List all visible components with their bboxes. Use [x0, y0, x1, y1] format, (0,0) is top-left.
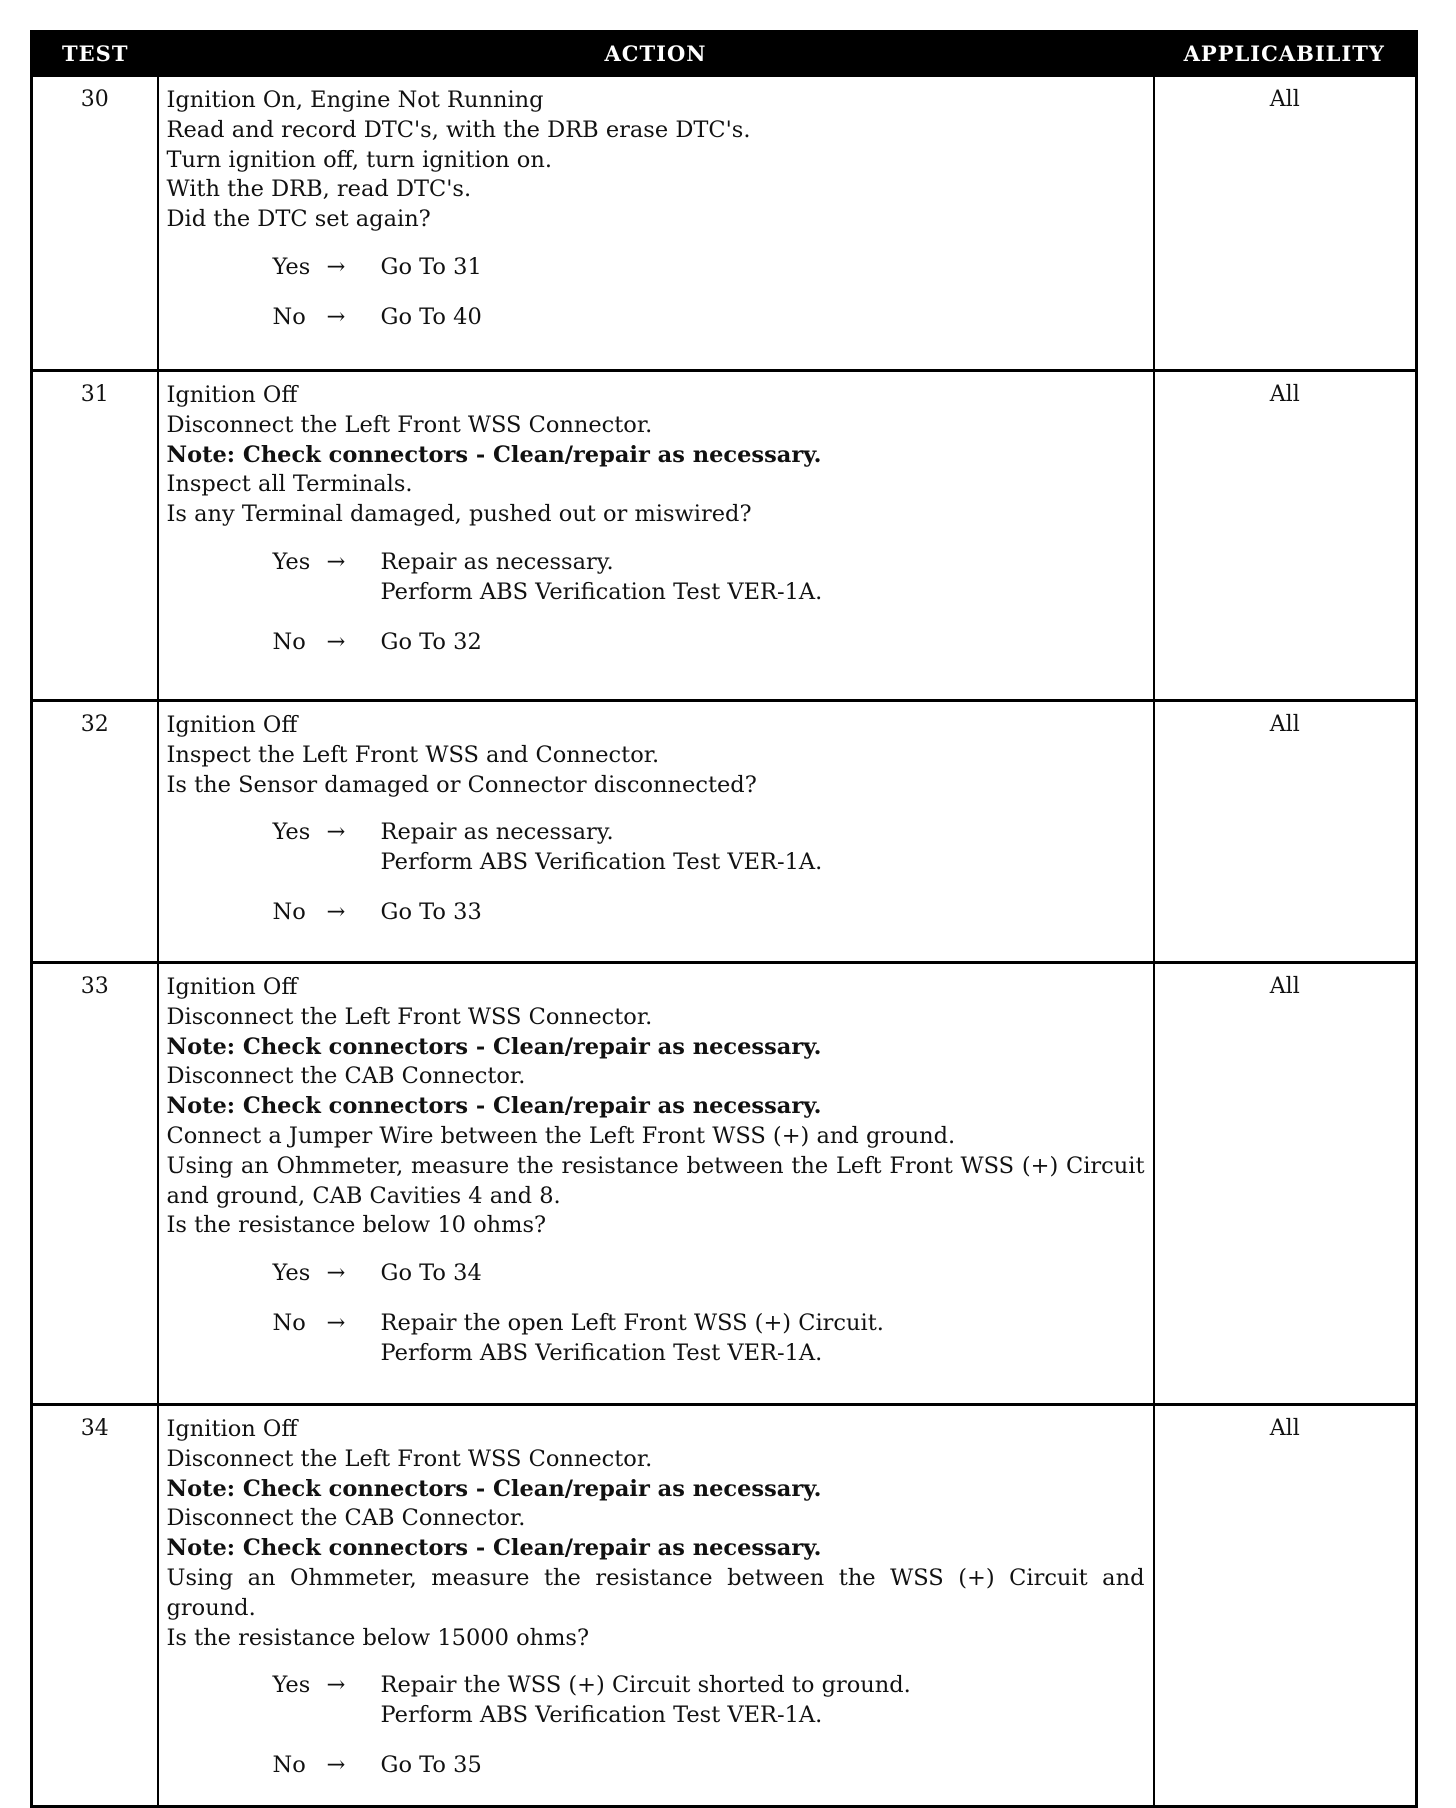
branch-answer: No: [272, 1309, 306, 1336]
outcome-line: Repair the open Left Front WSS (+) Circuit.: [380, 1309, 884, 1336]
branch-list: [167, 1259, 1145, 1368]
note-line: Note: Check connectors - Clean/repair as necessary.: [166, 1535, 822, 1562]
branch-yes: [167, 818, 1145, 878]
branch-no: [167, 898, 1145, 928]
instruction-line: Is the Sensor damaged or Connector disconnected?: [166, 771, 757, 798]
action-cell: [158, 701, 1154, 963]
instruction-line: Inspect all Terminals.: [166, 471, 413, 498]
branch-answer: Yes: [272, 1260, 311, 1287]
branch-outcome: [381, 898, 482, 928]
instruction-line: Turn ignition off, turn ignition on.: [166, 146, 552, 173]
note-line: Note: Check connectors - Clean/repair as necessary.: [166, 1475, 822, 1502]
outcome-line: Repair as necessary.: [380, 819, 614, 846]
arrow-right-icon: →: [326, 628, 346, 655]
arrow-right-icon: →: [326, 1751, 346, 1778]
instruction-line: Inspect the Left Front WSS and Connector.: [166, 741, 660, 768]
branch-outcome: [381, 1671, 911, 1731]
test-number: 34: [32, 1405, 158, 1807]
branch-outcome: [381, 1259, 482, 1289]
branch-outcome: [381, 1309, 884, 1369]
instruction-line: Ignition Off: [166, 1416, 298, 1442]
applicability-value: All: [1154, 371, 1417, 701]
instruction-line: Is the resistance below 10 ohms?: [166, 1212, 547, 1239]
test-number: 30: [32, 76, 158, 371]
instruction-line: Disconnect the Left Front WSS Connector.: [166, 1003, 653, 1030]
branch-yes: [167, 1259, 1145, 1289]
branch-outcome: [381, 253, 482, 283]
branch-no: [167, 303, 1145, 333]
header-test: TEST: [32, 32, 158, 76]
outcome-line: Perform ABS Verification Test VER-1A.: [380, 1702, 823, 1729]
arrow-right-icon: →: [326, 819, 346, 846]
branch-list: [167, 253, 1145, 333]
arrow-right-icon: →: [326, 1672, 346, 1699]
instruction-line: Ignition Off: [166, 382, 298, 408]
outcome-line: Repair as necessary.: [380, 548, 614, 575]
instruction-line: Using an Ohmmeter, measure the resistance between the WSS (+) Circuit and ground.: [166, 1564, 1145, 1621]
diagnostic-test-table: [30, 30, 1418, 1808]
branch-outcome: [381, 1751, 482, 1781]
branch-no: [167, 1309, 1145, 1369]
branch-answer: No: [272, 1751, 306, 1778]
outcome-line: Go To 35: [380, 1751, 482, 1778]
arrow-right-icon: →: [326, 898, 346, 925]
branch-outcome: [381, 548, 823, 608]
branch-no: [167, 628, 1145, 658]
applicability-value: All: [1154, 963, 1417, 1405]
branch-answer: No: [272, 303, 306, 330]
instruction-line: With the DRB, read DTC's.: [166, 176, 472, 203]
table-body: [32, 76, 1417, 1807]
table-row: [32, 76, 1417, 371]
outcome-line: Perform ABS Verification Test VER-1A.: [380, 578, 823, 605]
instruction-line: Disconnect the CAB Connector.: [166, 1505, 526, 1532]
table-header-row: [32, 32, 1417, 76]
outcome-line: Perform ABS Verification Test VER-1A.: [380, 849, 823, 876]
branch-yes: [167, 548, 1145, 608]
branch-answer: Yes: [272, 253, 311, 280]
branch-answer: Yes: [272, 1672, 311, 1699]
arrow-right-icon: →: [326, 253, 346, 280]
instruction-line: Using an Ohmmeter, measure the resistance between the Left Front WSS (+) Circuit and ground, CAB Cavities 4 and 8.: [166, 1152, 1145, 1209]
action-cell: [158, 1405, 1154, 1807]
instruction-line: Is the resistance below 15000 ohms?: [166, 1624, 590, 1651]
outcome-line: Go To 34: [380, 1260, 482, 1287]
applicability-value: All: [1154, 1405, 1417, 1807]
instruction-line: Disconnect the Left Front WSS Connector.: [166, 1445, 653, 1472]
table-row: [32, 701, 1417, 963]
instruction-line: Is any Terminal damaged, pushed out or miswired?: [166, 501, 752, 528]
instruction-line: Did the DTC set again?: [166, 206, 431, 233]
branch-list: [167, 818, 1145, 927]
outcome-line: Go To 33: [380, 898, 482, 925]
branch-answer: No: [272, 628, 306, 655]
instruction-line: Connect a Jumper Wire between the Left Front WSS (+) and ground.: [166, 1122, 956, 1149]
arrow-right-icon: →: [326, 303, 346, 330]
header-action: ACTION: [158, 32, 1154, 76]
test-number: 32: [32, 701, 158, 963]
test-number: 33: [32, 963, 158, 1405]
note-line: Note: Check connectors - Clean/repair as necessary.: [166, 1093, 822, 1120]
applicability-value: All: [1154, 701, 1417, 963]
branch-list: [167, 1671, 1145, 1780]
table-row: [32, 1405, 1417, 1807]
instruction-line: Ignition Off: [166, 974, 298, 1000]
table-row: [32, 963, 1417, 1405]
arrow-right-icon: →: [326, 548, 346, 575]
note-line: Note: Check connectors - Clean/repair as necessary.: [166, 1033, 822, 1060]
branch-yes: [167, 1671, 1145, 1731]
test-number: 31: [32, 371, 158, 701]
outcome-line: Go To 40: [380, 303, 482, 330]
action-cell: [158, 371, 1154, 701]
diagnostic-procedure-page: [30, 30, 1415, 1808]
instruction-line: Disconnect the Left Front WSS Connector.: [166, 411, 653, 438]
instruction-line: Ignition Off: [166, 712, 298, 738]
outcome-line: Go To 31: [380, 253, 482, 280]
outcome-line: Go To 32: [380, 628, 482, 655]
branch-answer: Yes: [272, 819, 311, 846]
branch-no: [167, 1751, 1145, 1781]
branch-yes: [167, 253, 1145, 283]
arrow-right-icon: →: [326, 1260, 346, 1287]
branch-outcome: [381, 628, 482, 658]
action-cell: [158, 76, 1154, 371]
instruction-line: Read and record DTC's, with the DRB erase DTC's.: [166, 116, 751, 143]
instruction-line: Ignition On, Engine Not Running: [166, 87, 544, 113]
outcome-line: Perform ABS Verification Test VER-1A.: [380, 1339, 823, 1366]
instruction-line: Disconnect the CAB Connector.: [166, 1063, 526, 1090]
branch-outcome: [381, 303, 482, 333]
branch-outcome: [381, 818, 823, 878]
branch-list: [167, 548, 1145, 657]
arrow-right-icon: →: [326, 1309, 346, 1336]
branch-answer: Yes: [272, 548, 311, 575]
header-applicability: APPLICABILITY: [1154, 32, 1417, 76]
applicability-value: All: [1154, 76, 1417, 371]
branch-answer: No: [272, 898, 306, 925]
table-row: [32, 371, 1417, 701]
action-cell: [158, 963, 1154, 1405]
note-line: Note: Check connectors - Clean/repair as necessary.: [166, 441, 822, 468]
outcome-line: Repair the WSS (+) Circuit shorted to ground.: [380, 1672, 911, 1699]
